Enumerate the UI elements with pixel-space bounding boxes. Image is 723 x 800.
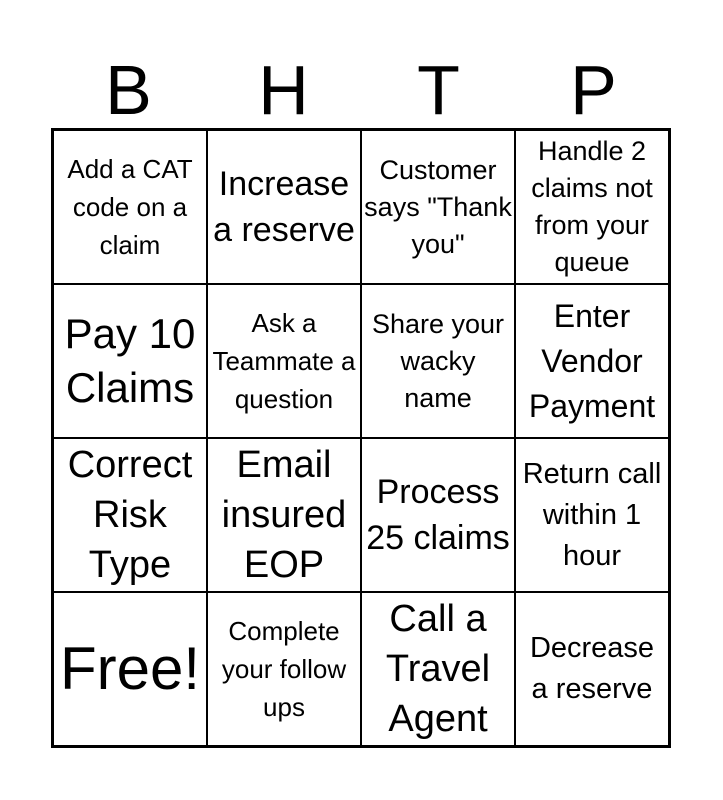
bingo-cell[interactable] <box>207 438 361 592</box>
cell-text: Call a Travel Agent <box>385 598 491 740</box>
bingo-cell[interactable] <box>207 284 361 438</box>
bingo-cell[interactable] <box>361 438 515 592</box>
bingo-cell[interactable] <box>53 284 207 438</box>
bingo-cell[interactable] <box>515 284 669 438</box>
cell-text: Email insured EOP <box>221 444 347 586</box>
cell-text: Complete your follow ups <box>221 616 347 722</box>
cell-text: Increase a reserve <box>213 165 355 249</box>
bingo-cell-free[interactable] <box>53 592 207 746</box>
cell-text: Pay 10 Claims <box>64 310 196 411</box>
cell-text: Process 25 claims <box>366 473 510 557</box>
bingo-cell[interactable] <box>53 130 207 284</box>
bingo-grid <box>51 128 671 748</box>
bingo-header <box>51 50 671 130</box>
bingo-cell[interactable] <box>361 130 515 284</box>
cell-text: Correct Risk Type <box>67 444 193 586</box>
bingo-cell[interactable] <box>207 592 361 746</box>
cell-text: Handle 2 claims not from your queue <box>531 136 653 277</box>
cell-text: Free! <box>59 635 201 702</box>
header-letter-h: H <box>258 51 309 129</box>
cell-text: Share your wacky name <box>371 308 505 413</box>
cell-text: Return call within 1 hour <box>522 457 662 572</box>
header-letter-p: P <box>570 51 617 129</box>
bingo-cell[interactable] <box>361 592 515 746</box>
bingo-cell[interactable] <box>515 438 669 592</box>
cell-text: Ask a Teammate a question <box>212 308 356 414</box>
bingo-cell[interactable] <box>361 284 515 438</box>
bingo-cell[interactable] <box>207 130 361 284</box>
bingo-cell[interactable] <box>53 438 207 592</box>
cell-text: Add a CAT code on a claim <box>67 154 193 260</box>
header-letter-b: B <box>105 51 152 129</box>
cell-text: Decrease a reserve <box>529 632 655 705</box>
bingo-cell[interactable] <box>515 130 669 284</box>
cell-text: Enter Vendor Payment <box>528 297 656 424</box>
bingo-cell[interactable] <box>515 592 669 746</box>
header-letter-t: T <box>417 51 460 129</box>
cell-text: Customer says "Thank you" <box>364 154 512 259</box>
